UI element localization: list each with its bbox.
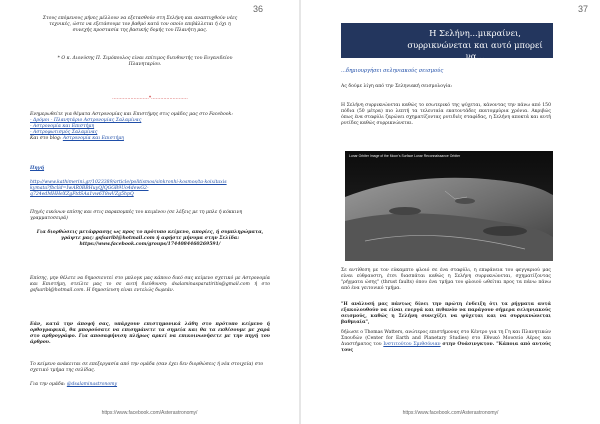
group-link-2[interactable]: - Αστρονομία και Επιστήμη	[30, 124, 95, 130]
follow-intro: Ενημερωθείτε για θέματα Αστρονομίας και Επιστήμης στις ομάδες μας στο Facebook:	[30, 112, 233, 117]
page-number-right: 37	[577, 4, 588, 14]
blog-link[interactable]: Αστρονομία και Επιστήμη	[62, 136, 124, 142]
author-note: * Ο κ. Διονύσης Π. Σιμόπουλος είναι επίτιμος διευθυντής του Ευγενιδείου Πλανηταρίου.	[57, 56, 233, 68]
footer-left: https://www.facebook.com/Asterastronomy/	[101, 410, 198, 416]
source-url-2[interactable]: kymata?fbclid=IwAR0BBHuyQJQGGB9Uo4dewG2-	[30, 186, 149, 192]
quote-paragraph: "Η ανάλυσή μας πάντως δίνει την πρώτη ένδειξη ότι τα ρήγματα αυτά εξακολουθούν να είναι ενεργά και πιθανόν να παράγουν σήμερα σεληνιακούς σεισμούς, καθώς η Σελήνη συνεχίζει να ψύχεται και να συρρικνώνεται βαθμιαία",	[341, 302, 551, 326]
separator: ……………………*……………………	[112, 96, 188, 101]
left-page	[0, 0, 299, 424]
paragraph-1: Η Σελήνη συρρικνώνεται καθώς το εσωτερικό της ψύχεται, κάνοντας την πάνω από 150 πόδια (50 μέτρα) πιο λεπτή τα τελευταία εκατοντάδες εκατομμύρια χρόνια. Ακριβώς όπως ένα σταφύλι ζαρώνει σχηματίζοντας ρυτιδιές σταφίδας, η Σελήνη αποκτά και αυτή ρυτίδες καθώς συρρικνώνεται.	[341, 103, 551, 127]
right-page	[301, 0, 600, 424]
smithsonian-link[interactable]: Ινστιτούτου Σμιθσόνιαν	[383, 342, 441, 348]
blog-label: Και στο blog:	[30, 136, 62, 142]
banner-title: Η Σελήνη...μικραίνει, συρρικνώνεται και αυτό μπορεί να...	[407, 28, 543, 61]
quote-attribution: δήλωσε ο Thomas Watters, ανώτερος επιστήμονας στο Κέντρο για τη Γη και Πλανητικών Σπουδών (Center for Earth and Planetary Studies) στο Εθνικό Μουσείο Αέρος και Διαστήματος του	[341, 330, 551, 348]
write-us-note: Επίσης, μην θέλετε να δημοσιευτεί στο μπλογκ μας κάποιο δικό σας κείμενο σχετικό με Αστρονομία και Επιστήμη, στείλτε μας το σε αυτή διεύθυνση: dsalaminasparatiritis@gmail.com ή στο gsfsaribl@hotmail.com. Η δημοσίευση είναι εντελώς δωρεάν.	[30, 276, 270, 294]
group-label: Για την ομάδα:	[30, 382, 66, 387]
footer-right: https://www.facebook.com/Asterastronomy/	[402, 410, 499, 416]
group-handle-link[interactable]: @dsalaminastronomy	[66, 382, 118, 387]
source-url-3[interactable]: q724edMHHeXZgFtdSAa1vw6T8wVZg5hpQ	[30, 192, 134, 198]
group-link-3[interactable]: - Αστροφωτισμός Σαλαμίνας	[30, 130, 98, 136]
source-url-1[interactable]: http://www.kathimerini.gr/1023389/article/politismos/sinkronhi-kosmos/ta-koixitaxis	[30, 180, 227, 185]
lead-sentence: Ας δούμε λίγη από την Σεληνιακή σεισμολογία:	[341, 84, 453, 89]
paragraph-2: Σε αντίθεση με τον εύκαμπτο φλοιό σε ένα σταφύλι, η επιφάνεια του φεγγαριού μας είναι εύθραυστη, έτσι διασπάται καθώς η Σελήνη συρρικνώνεται, σχηματίζοντας "ρήγματα ώσης" (thrust faults) όπου ένα τμήμα του φλοιού ωθείται προς τα πάνω πάνω από ένα γειτονικό τμήμα.	[341, 268, 551, 292]
page-number-left: 36	[252, 4, 263, 14]
moon-surface-photo	[345, 151, 553, 261]
moon-surface-icon	[345, 151, 553, 261]
rules-note: Εάν, κατά την άποψή σας, υπάρχουν επιστημονικά λάθη στο πρότυπο κείμενο ή ορθογραφικά, θα μπορούσατε να επισημάνετε τα σημεία και θα τα εκθέσουμε με χαρά στο αρθρογράφο. Για αποσαφήνιση πλήρως αρκεί να επικοινωνήσετε με την πηγή του άρθρου.	[30, 322, 270, 346]
tail-text: στην Ουάσινγκτον. "Κάποια από αυτούς τους	[341, 342, 551, 354]
corrections-note: Για διορθώσεις μετάφρασης ως προς το πρότυπο κείμενο, απορίες, ή συμπληρώματα, γράψτε μας: gsfsaribl@hotmail.com ή αφήστε μήνυμα στην Σελίδα: https://www.facebook.com/groups/1744084460269591/	[36, 230, 264, 248]
images-note: Το κείμενο ανάκειται σε επεξεργασία από την ομάδα (σαν έχει δεν διορθώσεις ή νέα στοιχεία) στο σχετικό τμήμα της σελίδας.	[30, 362, 264, 374]
title-banner	[341, 23, 553, 61]
source-label: Πηγή	[30, 166, 45, 171]
group-link-1[interactable]: - Δρόμοι - Πλανητάριο Αστρονομίας Σαλαμίνας	[30, 118, 142, 124]
photo-credit: Πηγές εικόνων επίσης και στις παραπομπές του κειμένου (σε λέξεις με τη μπλε ή κόκκινη γραμματοσειρά)	[30, 210, 243, 222]
image-caption: Lunar Orbiter Image of the Moon's Surface Lunar Reconnaissance Orbiter	[349, 154, 461, 158]
intro-paragraph: Στους επόμενους μήνες μέλλουν να εξετασθούν στη Σελήνη και αναπτυχθούν νέες τεχνικές, ώστε να εξετάσουμε τον βαθμό κατά τον οποίο επιβάλλεται ή όχι η συνεχής προστασία της βασικής δομής του Πλανήτη μας.	[42, 16, 238, 34]
subheading: ...δημιουργήσει σεληνιακούς σεισμούς	[341, 68, 444, 74]
